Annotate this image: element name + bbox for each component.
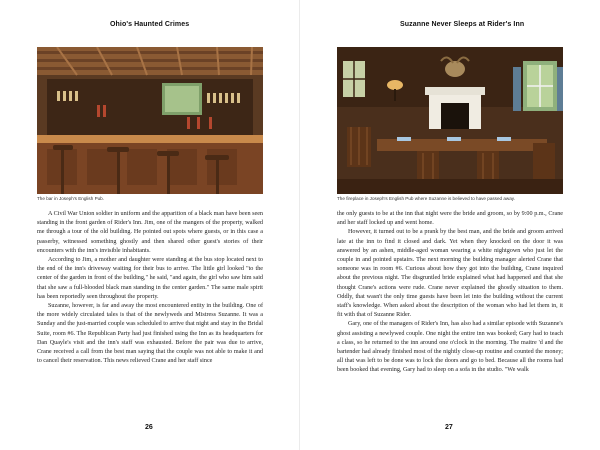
page-number: 27 bbox=[445, 424, 453, 431]
paragraph: the only guests to be at the inn that night were the bride and groom, so by 9:00 p.m., Crane and her staff locked up and went home. bbox=[337, 211, 563, 227]
right-page bbox=[300, 0, 600, 450]
running-head: Suzanne Never Sleeps at Rider's Inn bbox=[400, 21, 525, 28]
page-number: 26 bbox=[145, 424, 153, 431]
body-text bbox=[337, 210, 563, 376]
running-head: Ohio's Haunted Crimes bbox=[110, 21, 190, 28]
paragraph: Gary, one of the managers of Rider's Inn, has also had a similar episode with Suzanne's ghost assisting a newlywed couple. One night the entire inn was booked; Gary had to teach a class, so he returned to the inn around one o'clock in the morning. The maitre 'd and the bartender had already finished most of the nightly close-up routine and counted the money; all that was left to be done was to lock the doors and go to bed. Because all the rooms had been booked that evening, Gary had to sleep on a sofa in the studio. "We walk bbox=[337, 321, 563, 374]
paragraph: However, it turned out to be a prank by the best man, and the bride and groom arrived late at the inn to find it closed and dark. Yet when they knocked on the door it was answered by an ashen, middle-aged woman wearing a white nightgown who just let the couple in and pointed upstairs. The next morning the building manager alerted Crane that someone was in room #6. Curious about how they got into the building, Crane inquired about the previous night. The disgruntled bride explained what had happened and that she thought Crane's actions were rude. Crane never explained the ghostly situation to them. Oddly, that wasn't the only time guests have been let into the building without the current staff's knowledge. When asked about the description of the woman who had let them in, it fit with that of Suzanne Rider. bbox=[337, 229, 563, 319]
photo-caption: The fireplace in Joseph's English Pub where Suzanne is believed to have passed away. bbox=[337, 196, 516, 201]
paragraph: A Civil War Union soldier in uniform and the apparition of a black man have been seen standing in the front garden of Rider's Inn. Jim, one of the mangers of the property, walked me through a tour of the old building. He pointed out spots where guests, or in this case a passerby, witnessed something ghostly and then shared other guest's stories of their encounters with the inn's invisible inhabitants. bbox=[37, 211, 263, 254]
body-text bbox=[37, 210, 263, 366]
bar-photo bbox=[37, 47, 263, 194]
photo-caption: The bar in Joseph's English Pub. bbox=[37, 196, 105, 201]
paragraph: Suzanne, however, is far and away the most encountered entity in the building. One of the more widely circulated tales is that of the newlyweds and Mistress Suzanne. It was a Sunday and the just-married couple was scheduled to arrive that night and stay in the Bridal Suite, room #6. The Republican Party had just finished using the Inn as its headquarters for Dan Quayle's visit and the inn's staff was exhausted. Before the pair was due to arrive, Crane received a call from the best man saying that the couple was not able to make it and to cancel their reservation. This news relieved Crane and her staff since bbox=[37, 303, 263, 365]
paragraph: According to Jim, a mother and daughter were standing at the bus stop located next to the end of the inn's driveway waiting for their bus to arrive. The little girl looked "to the center of the garden in front of the building," he said, "and again, the girl who saw him said that she saw a full-blooded black man standing in the center garden." The same male spirit has been reportedly seen throughout the property. bbox=[37, 257, 263, 300]
fireplace-photo bbox=[337, 47, 563, 194]
